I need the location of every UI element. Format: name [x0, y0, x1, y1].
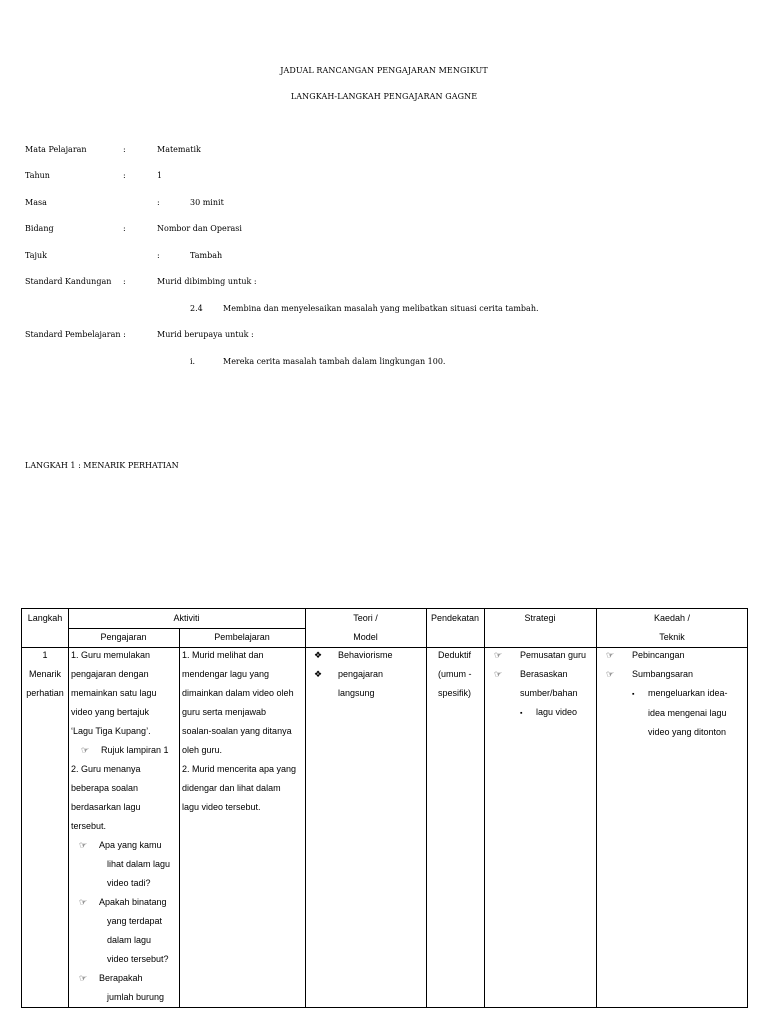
kaedah-cell	[606, 646, 748, 742]
col-divider	[68, 609, 69, 1007]
header-kaedah-line-2: Teknik	[659, 632, 685, 642]
topic-colon: :	[157, 251, 160, 260]
langkah-line: perhatian	[26, 688, 64, 698]
question-item	[71, 893, 179, 912]
header-pendekatan: Pendekatan	[430, 613, 480, 623]
pendekatan-cell	[438, 646, 484, 703]
strategi-text: Berasaskan	[520, 669, 568, 679]
teori-text: pengajaran	[338, 669, 384, 679]
question-line: dalam lagu	[107, 935, 152, 945]
learning-standard-text: Mereka cerita masalah tambah dalam lingkungan 100.	[223, 357, 446, 366]
lesson-plan-table	[21, 608, 748, 1008]
col-divider	[484, 609, 485, 1007]
header-teori-line-2: Model	[353, 632, 378, 642]
header-pengajaran: Pengajaran	[100, 632, 147, 642]
pendekatan-line: Deduktif	[438, 650, 472, 660]
kaedah-text: idea mengenai lagu	[648, 708, 727, 718]
pointing-hand-icon: ☞	[79, 840, 88, 850]
question-line: video tersebut?	[107, 954, 169, 964]
strategi-item	[494, 665, 596, 684]
pengajaran-bullet-text: Rujuk lampiran 1	[101, 745, 169, 755]
pembelajaran-line: 1. Murid melihat dan	[182, 650, 264, 660]
kaedah-text: video yang ditonton	[648, 727, 727, 737]
document-title-line-1: JADUAL RANCANGAN PENGAJARAN MENGIKUT	[280, 66, 488, 75]
question-line: yang terdapat	[107, 916, 163, 926]
pengajaran-cell	[71, 646, 179, 1007]
year-label: Tahun	[25, 171, 50, 180]
content-standard-text: Membina dan menyelesaikan masalah yang melibatkan situasi cerita tambah.	[223, 304, 539, 313]
field-label: Bidang	[25, 224, 54, 233]
pointing-hand-icon: ☞	[606, 669, 615, 679]
langkah-cell	[22, 646, 68, 703]
pembelajaran-line: mendengar lagu yang	[182, 669, 270, 679]
question-item	[71, 969, 179, 988]
field-value: Nombor dan Operasi	[157, 224, 242, 233]
pengajaran-line: 1. Guru memulakan	[71, 650, 151, 660]
pointing-hand-icon: ☞	[79, 897, 88, 907]
strategi-text: Pemusatan guru	[520, 650, 587, 660]
content-standard-value: Murid dibimbing untuk :	[157, 277, 257, 286]
pengajaran-bullet	[71, 741, 179, 760]
pengajaran-line: 2. Guru menanya	[71, 764, 141, 774]
year-colon: :	[123, 171, 126, 180]
pembelajaran-line: oleh guru.	[182, 745, 223, 755]
pembelajaran-line: lagu video tersebut.	[182, 802, 261, 812]
strategi-text: lagu video	[536, 707, 578, 717]
header-teori-line-1: Teori /	[353, 613, 378, 623]
pointing-hand-icon: ☞	[494, 650, 503, 660]
content-standard-number: 2.4	[190, 304, 203, 313]
pengajaran-line: memainkan satu lagu	[71, 688, 157, 698]
topic-value: Tambah	[190, 251, 223, 260]
diamond-bullet-icon: ❖	[314, 650, 323, 660]
learning-standard-label: Standard Pembelajaran :	[25, 330, 126, 339]
pengajaran-line: beberapa soalan	[71, 783, 139, 793]
col-divider	[179, 628, 180, 1007]
question-item	[71, 836, 179, 855]
question-line: lihat dalam lagu	[107, 859, 171, 869]
teori-cell	[314, 646, 426, 703]
kaedah-text: Sumbangsaran	[632, 669, 694, 679]
question-line: Apa yang kamu	[99, 840, 162, 850]
subject-value: Matematik	[157, 145, 201, 154]
year-value: 1	[157, 171, 163, 180]
pembelajaran-line: 2. Murid mencerita apa yang	[182, 764, 297, 774]
pengajaran-line: berdasarkan lagu	[71, 802, 141, 812]
question-line: video tadi?	[107, 878, 151, 888]
subject-colon: :	[123, 145, 126, 154]
header-aktiviti: Aktiviti	[173, 613, 200, 623]
document-title-line-2: LANGKAH-LANGKAH PENGAJARAN GAGNE	[290, 92, 478, 101]
strategi-item	[494, 646, 596, 665]
teori-text: langsung	[338, 688, 375, 698]
header-kaedah	[596, 609, 748, 647]
pendekatan-line: (umum -	[438, 669, 472, 679]
teori-item	[314, 646, 426, 665]
teori-item	[314, 665, 426, 684]
topic-label: Tajuk	[25, 251, 47, 260]
kaedah-text: mengeluarkan idea-	[648, 688, 728, 698]
time-value: 30 minit	[190, 198, 224, 207]
pembelajaran-line: guru serta menjawab	[182, 707, 267, 717]
pointing-hand-icon: ☞	[79, 973, 88, 983]
question-line: jumlah burung	[107, 992, 165, 1002]
step-heading: LANGKAH 1 : MENARIK PERHATIAN	[25, 461, 179, 470]
teori-text: Behaviorisme	[338, 650, 393, 660]
square-bullet-icon: ▪	[520, 710, 523, 717]
learning-standard-value: Murid berupaya untuk :	[157, 330, 254, 339]
content-standard-colon: :	[123, 277, 126, 286]
strategi-text: sumber/bahan	[520, 688, 578, 698]
pembelajaran-line: didengar dan lihat dalam	[182, 783, 281, 793]
col-divider	[596, 609, 597, 1007]
diamond-bullet-icon: ❖	[314, 669, 323, 679]
pengajaran-line: tersebut.	[71, 821, 107, 831]
learning-standard-number: i.	[190, 357, 196, 366]
question-line: Berapakah	[99, 973, 143, 983]
header-strategi: Strategi	[524, 613, 556, 623]
pengajaran-line: ‘Lagu Tiga Kupang’.	[71, 726, 151, 736]
subject-label: Mata Pelajaran	[25, 145, 87, 154]
kaedah-subitem	[606, 684, 748, 704]
time-colon: :	[157, 198, 160, 207]
question-line: Apakah binatang	[99, 897, 167, 907]
langkah-line: Menarik	[28, 669, 61, 679]
field-colon: :	[123, 224, 126, 233]
pembelajaran-line: soalan-soalan yang ditanya	[182, 726, 292, 736]
square-bullet-icon: ▪	[632, 691, 635, 698]
strategi-cell	[494, 646, 596, 723]
header-langkah: Langkah	[27, 613, 63, 623]
col-divider	[305, 609, 306, 1007]
kaedah-text: Pebincangan	[632, 650, 685, 660]
langkah-line: 1	[42, 650, 48, 660]
pointing-hand-icon: ☞	[494, 669, 503, 679]
time-label: Masa	[25, 198, 47, 207]
col-divider	[426, 609, 427, 1007]
header-teori	[305, 609, 426, 647]
kaedah-item	[606, 646, 748, 665]
kaedah-item	[606, 665, 748, 684]
header-pembelajaran: Pembelajaran	[214, 632, 270, 642]
pointing-hand-icon: ☞	[606, 650, 615, 660]
strategi-subitem	[494, 703, 596, 723]
header-kaedah-line-1: Kaedah /	[653, 613, 691, 623]
pengajaran-line: video yang bertajuk	[71, 707, 150, 717]
pembelajaran-cell	[182, 646, 305, 817]
content-standard-label: Standard Kandungan	[25, 277, 112, 286]
pembelajaran-line: dimainkan dalam video oleh	[182, 688, 294, 698]
pengajaran-line: pengajaran dengan	[71, 669, 149, 679]
pendekatan-line: spesifik)	[438, 688, 472, 698]
pointing-hand-icon: ☞	[81, 745, 90, 755]
